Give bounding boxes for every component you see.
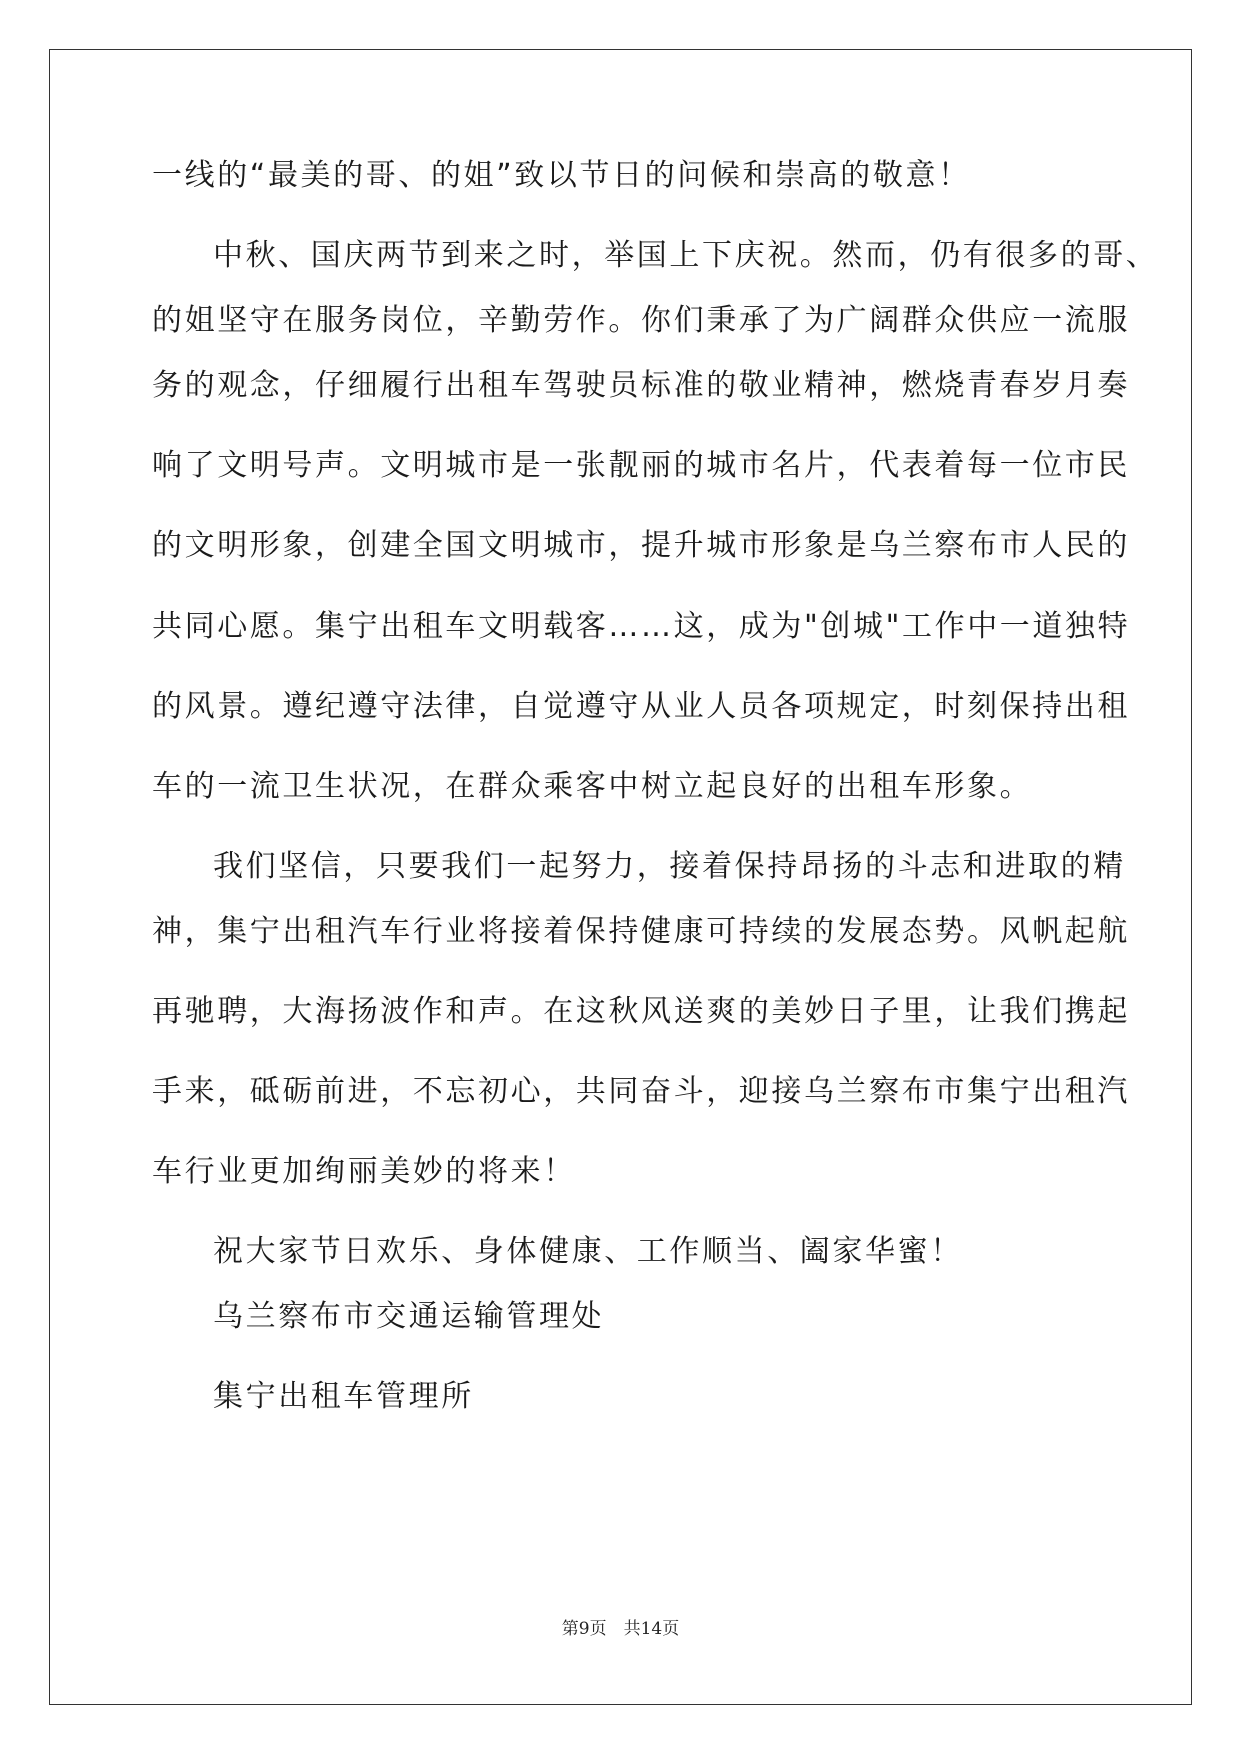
signature-organization: 集宁出租车管理所 bbox=[213, 1379, 474, 1414]
signature-organization: 乌兰察布市交通运输管理处 bbox=[213, 1299, 605, 1334]
body-line: 的风景。遵纪遵守法律，自觉遵守从业人员各项规定，时刻保持出租 bbox=[152, 689, 1130, 724]
body-line: 再驰聘，大海扬波作和声。在这秋风送爽的美妙日子里，让我们携起 bbox=[152, 994, 1130, 1029]
body-line: 务的观念，仔细履行出租车驾驶员标准的敬业精神，燃烧青春岁月奏 bbox=[152, 368, 1130, 403]
paragraph-first-line: 我们坚信，只要我们一起努力，接着保持昂扬的斗志和进取的精 bbox=[213, 849, 1126, 884]
page-number-footer: 第9页 共14页 bbox=[561, 1619, 680, 1639]
body-line: 的文明形象，创建全国文明城市，提升城市形象是乌兰察布市人民的 bbox=[152, 528, 1130, 563]
greeting-line: 祝大家节日欢乐、身体健康、工作顺当、阖家华蜜！ bbox=[213, 1234, 963, 1269]
body-line: 共同心愿。集宁出租车文明载客……这，成为"创城"工作中一道独特 bbox=[152, 609, 1131, 644]
body-line: 车的一流卫生状况，在群众乘客中树立起良好的出租车形象。 bbox=[152, 769, 1033, 804]
body-line: 车行业更加绚丽美妙的将来！ bbox=[152, 1154, 576, 1189]
body-line: 一线的“最美的哥、的姐”致以节日的问候和崇高的敬意！ bbox=[152, 158, 971, 193]
body-line: 响了文明号声。文明城市是一张靓丽的城市名片，代表着每一位市民 bbox=[152, 448, 1130, 483]
body-line: 手来，砥砺前进，不忘初心，共同奋斗，迎接乌兰察布市集宁出租汽 bbox=[152, 1074, 1130, 1109]
paragraph-first-line: 中秋、国庆两节到来之时，举国上下庆祝。然而，仍有很多的哥、 bbox=[213, 238, 1159, 273]
body-line: 的姐坚守在服务岗位，辛勤劳作。你们秉承了为广阔群众供应一流服 bbox=[152, 303, 1130, 338]
body-line: 神，集宁出租汽车行业将接着保持健康可持续的发展态势。风帆起航 bbox=[152, 914, 1130, 949]
